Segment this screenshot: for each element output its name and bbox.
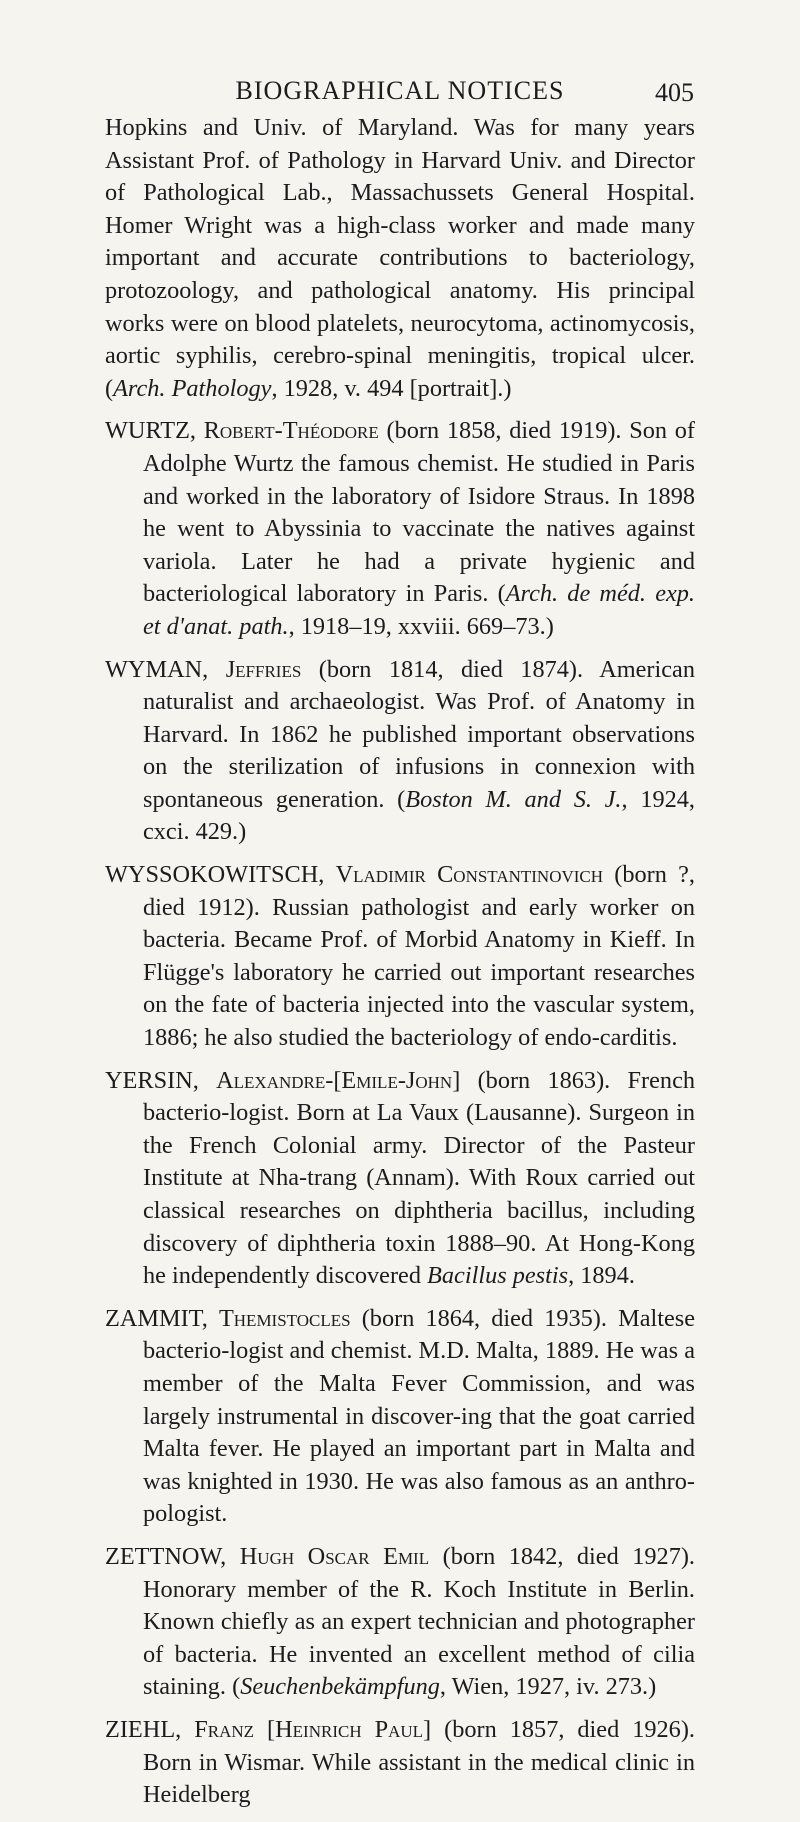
entry-given-names: Themistocles: [218, 1304, 351, 1332]
entry-yersin: [105, 1065, 695, 1293]
entry-source: Boston M. and S. J.: [405, 785, 622, 813]
notices-body: [105, 112, 695, 1822]
entry-text: (born 1864, died 1935). Maltese bacterio-logist and chemist. M.D. Malta, 1889. He was a member of the Malta Fever Commission, and was largely instrumental in discover-ing that the goat carried Malta fever. He played an important part in Malta and was knighted in 1930. He was also famous as an anthro-pologist.: [143, 1304, 695, 1528]
entry-surname: WYSSOKOWITSCH,: [105, 861, 325, 889]
entry-tail: , Wien, 1927, iv. 273.): [439, 1673, 657, 1701]
entry-text: (born ?, died 1912). Russian pathologist and early worker on bacteria. Became Prof. of Morbid Anatomy in Kieff. In Flügge's laboratory he carried out important researches on the fate of bacteria injected into the vascular system, 1886; he also studied the bacteriology of endo-carditis.: [143, 861, 696, 1052]
entry-given-names: Hugh Oscar Emil: [239, 1542, 430, 1570]
entry-given-names: Robert-Théodore: [203, 417, 379, 445]
entry-tail: , 1918–19, xxviii. 669–73.): [288, 612, 554, 640]
entry-continuation: [105, 112, 695, 405]
entry-text: Hopkins and Univ. of Maryland. Was for many years Assistant Prof. of Pathology in Harvard Univ. and Director of Pathological Lab., Massachussets General Hospital. Homer Wright was a high-class worker and made many important and accurate contributions to bacteriology, protozoology, and pathological anatomy. His principal works were on blood platelets, neurocytoma, actinomycosis, aortic syphilis, cerebro-spinal meningitis, tropical ulcer. (: [105, 114, 695, 402]
entry-zettnow: [105, 1541, 695, 1704]
entry-text: (born 1814, died 1874). American naturalist and archaeologist. Was Prof. of Anatomy in Harvard. In 1862 he published important observations on the sterilization of infusions in connexion with spontaneous generation. (: [143, 655, 695, 813]
entry-text: (born 1857, died 1926). Born in Wismar. While assistant in the medical clinic in Heidelberg: [143, 1715, 695, 1809]
entry-wyman: [105, 654, 695, 850]
entry-text: (born 1863). French bacterio-logist. Born at La Vaux (Lausanne). Surgeon in the French Colonial army. Director of the Pasteur Institute at Nha-trang (Annam). With Roux carried out classical researches on diphtheria bacillus, including discovery of diphtheria toxin 1888–90. At Hong-Kong he independently discovered: [143, 1066, 695, 1290]
entry-surname: ZAMMIT,: [105, 1304, 208, 1332]
entry-surname: ZETTNOW,: [105, 1542, 227, 1570]
entry-surname: WYMAN,: [105, 655, 209, 683]
entry-text: (born 1858, died 1919). Son of Adolphe Wurtz the famous chemist. He studied in Paris and worked in the laboratory of Isidore Straus. In 1898 he went to Abyssinia to vaccinate the natives against variola. Later he had a private hygienic and bacteriological laboratory in Paris. (: [143, 417, 695, 608]
entry-surname: YERSIN,: [105, 1066, 199, 1094]
page-number: 405: [655, 78, 694, 107]
entry-source: Arch. de méd. exp. et d'anat. path.: [143, 580, 695, 640]
entry-zammit: [105, 1303, 695, 1531]
entry-given-names: Alexandre-[Emile-John]: [216, 1066, 461, 1094]
running-title: BIOGRAPHICAL NOTICES: [235, 76, 565, 105]
entry-surname: WURTZ,: [105, 417, 196, 445]
entry-surname: ZIEHL,: [105, 1715, 182, 1743]
entry-wurtz: [105, 415, 695, 643]
entry-given-names: Jeffries: [225, 655, 302, 683]
entry-source: Bacillus pestis: [427, 1262, 569, 1290]
entry-wyssokowitsch: [105, 859, 695, 1055]
running-head: [0, 76, 800, 116]
entry-tail: , 1928, v. 494 [portrait].): [271, 374, 512, 402]
entry-source: Arch. Pathology: [113, 374, 272, 402]
entry-tail: , 1894.: [568, 1262, 635, 1290]
entry-tail: , 1924, cxci. 429.): [143, 785, 695, 846]
entry-given-names: Vladimir Constantinovich: [335, 861, 604, 889]
entry-ziehl: [105, 1714, 695, 1812]
entry-text: (born 1842, died 1927). Honorary member of the R. Koch Institute in Berlin. Known chiefly as an expert technician and photographer of bacteria. He invented an excellent method of cilia staining. (: [143, 1542, 696, 1701]
entry-given-names: Franz [Heinrich Paul]: [194, 1715, 432, 1743]
entry-source: Seuchenbekämpfung: [240, 1673, 440, 1701]
